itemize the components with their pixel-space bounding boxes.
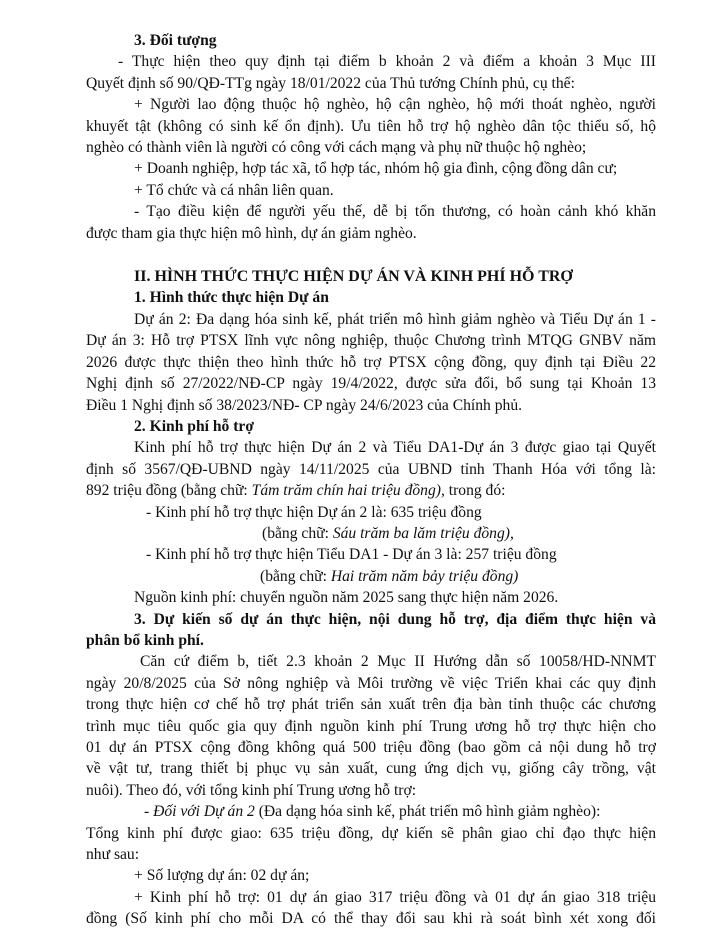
paragraph-line: + Kinh phí hỗ trợ: 01 dự án giao 317 triệu đồng và 01 dự án giao 318 triệu <box>134 888 656 906</box>
paragraph-line <box>86 480 656 501</box>
text-run-italic: Sáu trăm ba lăm triệu đồng), <box>332 524 514 542</box>
text-run-italic: Hai trăm năm bảy triệu đồng) <box>330 567 519 585</box>
section-3-heading: 3. Đối tượng <box>134 32 217 49</box>
paragraph-line: Tổng kinh phí được giao: 635 triệu đồng, dự kiến sẽ phân giao chỉ đạo thực hiện <box>86 824 656 842</box>
paragraph-line: + Số lượng dự án: 02 dự án; <box>134 867 310 885</box>
paragraph-line: - Thực hiện theo quy định tại điểm b khoản 2 và điểm a khoản 3 Mục III <box>118 53 656 71</box>
paragraph-line: + Tổ chức và cá nhân liên quan. <box>134 181 334 199</box>
text-run: (bằng chữ: <box>262 524 333 542</box>
paragraph-line: về vật tư, trang thiết bị phục vụ sản xuất, cung ứng dịch vụ, giống cây trồng, vật <box>86 760 656 778</box>
paragraph-line: - Kinh phí hỗ trợ thực hiện Dự án 2 là: 635 triệu đồng <box>146 503 482 521</box>
paragraph-line: Điều 1 Nghị định số 38/2023/NĐ- CP ngày 24/6/2023 của Chính phủ. <box>86 396 523 414</box>
text-run-italic: - Đối với Dự án 2 <box>144 803 255 821</box>
paragraph-line: như sau: <box>86 846 140 864</box>
paragraph-line: nuôi). Theo đó, với tổng kinh phí Trung ương hỗ trợ: <box>86 781 417 799</box>
paragraph-line: - Kinh phí hỗ trợ thực hiện Tiểu DA1 - Dự án 3 là: 257 triệu đồng <box>146 546 557 564</box>
paragraph-line: Quyết định số 90/QĐ-TTg ngày 18/01/2022 của Thủ tướng Chính phủ, cụ thể: <box>86 74 575 92</box>
text-run: trong đó: <box>444 482 506 500</box>
paragraph-line: - Tạo điều kiện để người yếu thế, dễ bị tổn thương, có hoàn cảnh khó khăn <box>134 203 656 221</box>
paragraph-line: trình mục tiêu quốc gia quy định nguồn kinh phí Trung ương hỗ trợ thực hiện cho <box>86 717 656 735</box>
paragraph-line: Dự án 3: Hỗ trợ PTSX lĩnh vực nông nghiệp, thuộc Chương trình MTQG GNBV năm <box>86 332 656 350</box>
paragraph-line: định số 3567/QĐ-UBND ngày 14/11/2025 của UBND tỉnh Thanh Hóa với tổng là: <box>86 460 656 478</box>
paragraph-line: trong thực hiện cơ chế hỗ trợ phát triển sản xuất trên địa bàn tỉnh thuộc các chương <box>86 696 656 714</box>
paragraph-line: 2026 được thực thiện theo hình thức hỗ trợ PTSX cộng đồng, quy định tại Điều 22 <box>86 353 656 371</box>
paragraph-line: Căn cứ điểm b, tiết 2.3 khoản 2 Mục II Hướng dẫn số 10058/HD-NNMT <box>140 653 656 671</box>
paragraph-line: được tham gia thực hiện mô hình, dự án giảm nghèo. <box>86 224 417 242</box>
subsection-heading: 1. Hình thức thực hiện Dự án <box>134 289 329 307</box>
paragraph-line: đồng (Số kinh phí cho mỗi DA có thể thay đổi sau khi rà soát bình xét xong đối <box>86 910 656 928</box>
paragraph-line <box>262 523 656 544</box>
paragraph-line: + Người lao động thuộc hộ nghèo, hộ cận nghèo, hộ mới thoát nghèo, người <box>134 96 656 114</box>
paragraph-line: Kinh phí hỗ trợ thực hiện Dự án 2 và Tiểu DA1-Dự án 3 được giao tại Quyết <box>134 439 656 457</box>
text-run: (bằng chữ: <box>260 567 331 585</box>
subsection-heading: 3. Dự kiến số dự án thực hiện, nội dung hỗ trợ, địa điểm thực hiện và <box>134 610 656 628</box>
paragraph-line: 01 dự án PTSX cộng đồng không quá 500 triệu đồng (bao gồm cả nội dung hỗ trợ <box>86 739 656 756</box>
subsection-heading: 2. Kinh phí hỗ trợ <box>134 417 254 435</box>
text-run-italic: Tám trăm chín hai triệu đồng), <box>251 482 445 500</box>
paragraph-line: Nghị định số 27/2022/NĐ-CP ngày 19/4/2022, được sửa đổi, bổ sung tại Khoản 13 <box>86 375 656 393</box>
paragraph-line: Dự án 2: Đa dạng hóa sinh kế, phát triển mô hình giảm nghèo và Tiểu Dự án 1 - <box>134 310 656 328</box>
paragraph-line: Nguồn kinh phí: chuyển nguồn năm 2025 sang thực hiện năm 2026. <box>134 589 559 607</box>
spacer <box>86 244 656 266</box>
part-2-heading: II. HÌNH THỨC THỰC HIỆN DỰ ÁN VÀ KINH PHÍ HỖ TRỢ <box>134 268 573 286</box>
text-run: 892 triệu đồng (bằng chữ: <box>86 482 252 500</box>
paragraph-line <box>260 566 656 587</box>
paragraph-line: + Doanh nghiệp, hợp tác xã, tổ hợp tác, nhóm hộ gia đình, cộng đồng dân cư; <box>134 160 618 178</box>
text-run: (Đa dạng hóa sinh kế, phát triển mô hình giảm nghèo): <box>254 803 601 821</box>
paragraph-line: khuyết tật (không có sinh kế ổn định). Ưu tiên hỗ trợ hộ nghèo dân tộc thiểu số, hộ <box>86 117 656 135</box>
paragraph-line: ngày 20/8/2025 của Sở nông nghiệp và Môi trường về việc Triển khai các quy định <box>86 674 656 692</box>
paragraph-line <box>144 801 656 822</box>
paragraph-line: nghèo có thành viên là người có công với cách mạng và phụ nữ thuộc hộ nghèo; <box>86 139 587 157</box>
subsection-heading: phân bổ kinh phí. <box>86 631 204 649</box>
